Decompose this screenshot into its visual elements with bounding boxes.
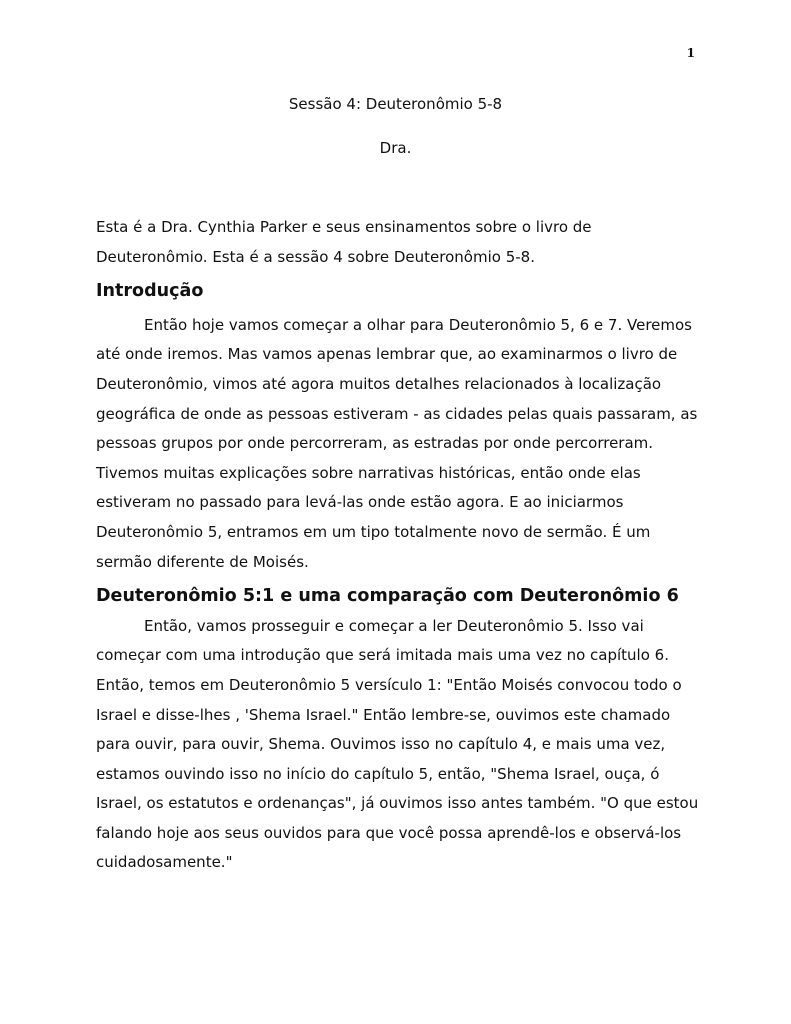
section-paragraph-deuteronomio-5-1: Então, vamos prosseguir e começar a ler Deuteronômio 5. Isso vai começar com uma introdução que será imitada mais uma vez no capítulo 6. Então, temos em Deuteronômio 5 versículo 1: "Então Moisés convocou todo o Israel e disse-lhes , 'Shema Israel." Então lembre-se, ouvimos este chamado para ouvir, para ouvir, Shema. Ouvimos isso no capítulo 4, e mais uma vez, estamos ouvindo isso no início do capítulo 5, então, "Shema Israel, ouça, ó Israel, os estatutos e ordenanças", já ouvimos isso antes também. "O que estou falando hoje aos seus ouvidos para que você possa aprendê-los e observá-los cuidadosamente."	[96, 616, 699, 872]
document-subtitle: Dra.	[379, 139, 412, 157]
intro-paragraph: Esta é a Dra. Cynthia Parker e seus ensinamentos sobre o livro de Deuteronômio. Esta é a sessão 4 sobre Deuteronômio 5-8.	[96, 218, 592, 266]
section-paragraph-introducao: Então hoje vamos começar a olhar para Deuteronômio 5, 6 e 7. Veremos até onde iremos. Mas vamos apenas lembrar que, ao examinarmos o livro de Deuteronômio, vimos até agora muitos detalhes relacionados à localização geográfica de onde as pessoas estiveram - as cidades pelas quais passaram, as pessoas grupos por onde percorreram, as estradas por onde percorreram. Tivemos muitas explicações sobre narrativas históricas, então onde elas estiveram no passado para levá-las onde estão agora. E ao iniciarmos Deuteronômio 5, entramos em um tipo totalmente novo de sermão. É um sermão diferente de Moisés.	[96, 315, 698, 571]
section-heading-introducao: Introdução	[96, 281, 204, 302]
document-title: Sessão 4: Deuteronômio 5-8	[288, 95, 503, 113]
page-number: 1	[686, 46, 695, 60]
section-heading-deuteronomio-5-1: Deuteronômio 5:1 e uma comparação com Deuteronômio 6	[96, 586, 679, 607]
document-body	[96, 213, 706, 878]
